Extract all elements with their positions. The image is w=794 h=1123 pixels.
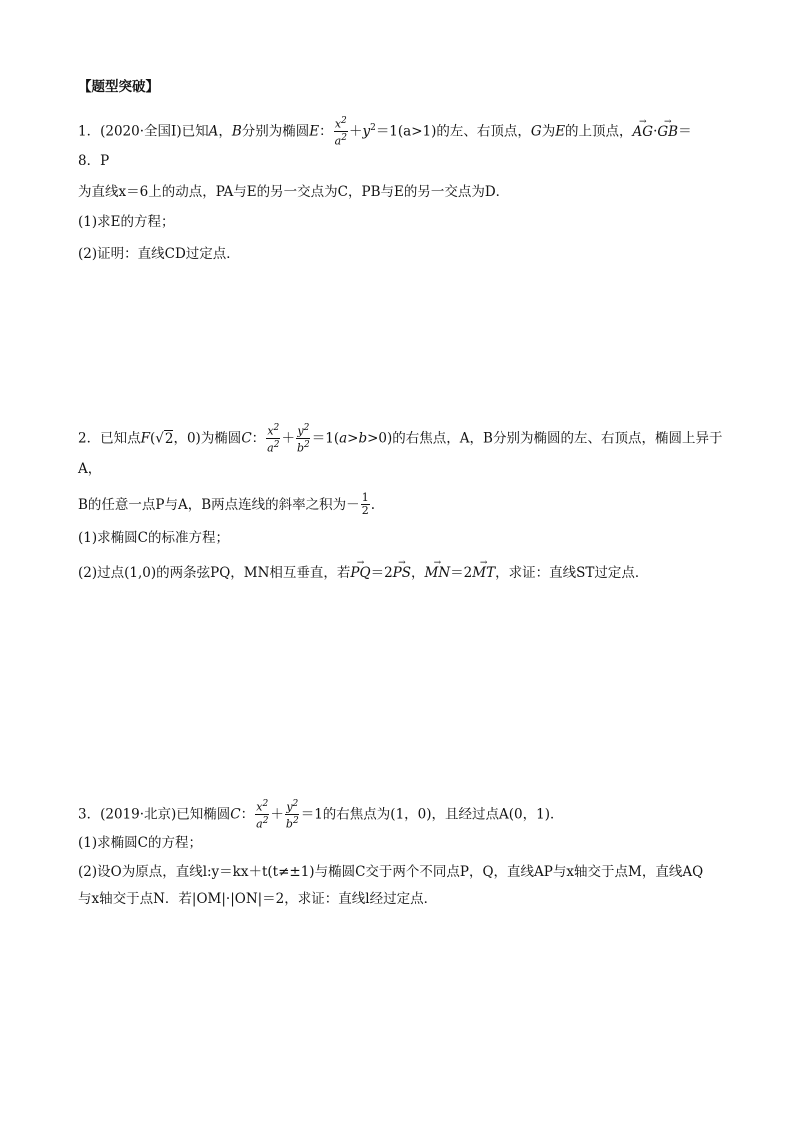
q3-part2-line2: 与x轴交于点N．若|OM|·|ON|＝2，求证：直线l经过定点． [78, 891, 438, 907]
q2-line3: B的任意一点P与A，B两点连线的斜率之积为－ $\frac{1}{2}$ . [78, 491, 375, 517]
q2-part1: (1)求椭圆C的标准方程； [78, 530, 229, 546]
q2-frac-half: $\frac{1}{2}$ [361, 491, 369, 517]
q1-line3: 为直线x＝6上的动点，PA与E的另一交点为C，PB与E的另一交点为D． [78, 184, 510, 200]
q3-part2-line1: (2)设O为原点，直线l:y＝kx＋t(t≠±1)与椭圆C交于两个不同点P，Q，直线AP与x轴交于点M，直线AQ [78, 864, 704, 880]
q3-part1: (1)求椭圆C的方程； [78, 835, 202, 851]
q1-line1: 1．(2020·全国Ⅰ)已知A，B分别为椭圆E： $\frac{x^2}{a^2}$ $+y^2=1(a>1)$的左、右顶点，G为E的上顶点，→ AG·→ GB＝ [78, 116, 692, 148]
q1-part2: (2)证明：直线CD过定点． [78, 246, 240, 262]
q2-frac-x: $\frac{x^2}{a^2}$ [267, 423, 280, 455]
q1-part1: (1)求E的方程； [78, 214, 175, 230]
q2-line2: A， [78, 461, 102, 477]
q2-part2: (2)过点(1,0)的两条弦PQ，MN相互垂直，若→ PQ＝2→ PS，→ MN＝2→ MT，求证：直线ST过定点． [78, 563, 648, 583]
q1-frac: $\frac{x^2}{a^2}$ [334, 116, 347, 148]
q1-line1-eq: ＝1(a>1)的左、右顶点， [375, 123, 531, 140]
section-header: 【题型突破】 [78, 79, 159, 95]
q3-frac-y: $\frac{y^2}{b^2}$ [285, 799, 299, 831]
q1-line1-mid: 分别为椭圆 [241, 123, 310, 140]
q3-frac-x: $\frac{x^2}{a^2}$ [256, 799, 269, 831]
q2-frac-y: $\frac{y^2}{b^2}$ [296, 423, 310, 455]
q1-line2: 8．P [78, 153, 110, 169]
q2-line1: 2．已知点F(√2，0)为椭圆C： $\frac{x^2}{a^2}$ ＋ $\frac{y^2}{b^2}$ ＝1(a>b>0)的右焦点，A，B分别为椭圆的左、右顶点，椭圆上异于 [78, 423, 723, 455]
q1-line1-prefix: 1．(2020·全国Ⅰ)已知 [78, 123, 209, 140]
q3-line1: 3．(2019·北京)已知椭圆C： $\frac{x^2}{a^2}$ ＋ $\frac{y^2}{b^2}$ ＝1的右焦点为(1，0)，且经过点A(0，1)． [78, 799, 564, 831]
